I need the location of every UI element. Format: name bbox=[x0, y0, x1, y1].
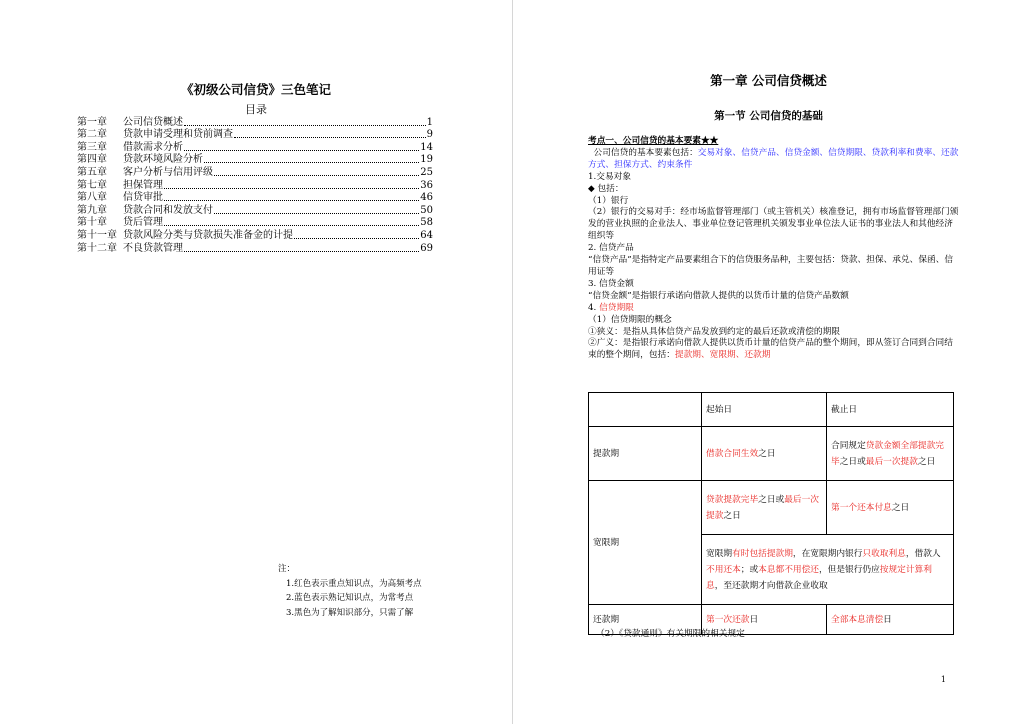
elements-intro: 公司信贷的基本要素包括： bbox=[593, 147, 698, 158]
toc-leader-dots bbox=[164, 188, 419, 189]
right-page bbox=[513, 0, 1024, 724]
section-heading: 第一节 公司信贷的基础 bbox=[714, 110, 823, 122]
toc-chapter-number: 第八章 bbox=[77, 192, 107, 204]
toc-entry[interactable] bbox=[77, 166, 433, 179]
line-9-num: 4. bbox=[588, 302, 600, 313]
toc-chapter-title: 公司信贷概述 bbox=[123, 116, 183, 128]
table-header-end: 截止日 bbox=[827, 393, 954, 427]
toc-chapter-number: 第九章 bbox=[77, 204, 107, 216]
cell-text-red: 最后一次提款 bbox=[865, 456, 918, 467]
toc-leader-dots bbox=[214, 213, 419, 214]
toc-entry[interactable] bbox=[77, 204, 433, 217]
line-6: “信贷产品”是指特定产品要素组合下的信贷服务品种，主要包括：贷款、担保、承兑、保函、信用证等 bbox=[588, 255, 954, 277]
toc-heading: 目录 bbox=[245, 103, 267, 116]
cell-text-red: 最后一次提款 bbox=[706, 494, 819, 521]
document-title: 《初级公司信贷》三色笔记 bbox=[180, 82, 331, 97]
toc-leader-dots bbox=[204, 162, 419, 163]
toc-page-number: 25 bbox=[420, 166, 433, 178]
toc-entry[interactable] bbox=[77, 179, 433, 192]
page-number: 1 bbox=[940, 675, 946, 684]
cell-text: ，但是银行仍应 bbox=[818, 564, 880, 575]
cell-text: ，在宽限期内银行 bbox=[792, 548, 863, 559]
toc-page-number: 58 bbox=[420, 217, 433, 229]
toc-leader-dots bbox=[184, 251, 419, 252]
period-table bbox=[588, 392, 954, 635]
toc-entry[interactable] bbox=[77, 116, 433, 129]
cell-drawdown-start bbox=[702, 427, 827, 481]
row-label-grace: 宽限期 bbox=[589, 481, 702, 605]
cell-text: 之日或 bbox=[758, 494, 785, 505]
toc-leader-dots bbox=[184, 150, 419, 151]
cell-repay-end bbox=[827, 605, 954, 635]
line-8: “信贷金额”是指银行承诺向借款人提供的以货币计量的信贷产品数额 bbox=[588, 290, 849, 301]
toc-chapter-number: 第四章 bbox=[77, 154, 107, 166]
line-5: 2. 信贷产品 bbox=[588, 243, 634, 254]
line-2: ◆ 包括： bbox=[588, 183, 624, 194]
toc-entry[interactable] bbox=[77, 129, 433, 142]
cell-text-red: 按规定计算利息 bbox=[706, 564, 932, 591]
cell-grace-note bbox=[702, 535, 954, 605]
toc-entry[interactable] bbox=[77, 192, 433, 205]
line-11: ①狭义：是指从具体信贷产品发放到约定的最后还款或清偿的期限 bbox=[588, 326, 840, 337]
toc-entry[interactable] bbox=[77, 154, 433, 167]
table-corner bbox=[589, 393, 702, 427]
toc-chapter-title: 贷款合同和发放支付 bbox=[123, 204, 213, 216]
legend-notes bbox=[278, 562, 422, 620]
notes-body bbox=[588, 136, 960, 362]
line-12: ②广义：是指银行承诺向借款人提供以货币计量的信贷产品的整个期间，即从签订合同到合同结束的整个期间，包括： bbox=[588, 338, 953, 361]
toc-chapter-title: 信贷审批 bbox=[123, 192, 163, 204]
row-label-drawdown: 提款期 bbox=[589, 427, 702, 481]
toc-entry[interactable] bbox=[77, 229, 433, 242]
chapter-heading: 第一章 公司信贷概述 bbox=[710, 73, 827, 88]
cell-text: 之日 bbox=[723, 510, 741, 521]
cell-text: ，至还款期才向借款企业收取 bbox=[714, 580, 828, 591]
notes-title: 注： bbox=[278, 564, 296, 574]
line-7: 3. 信贷金额 bbox=[588, 278, 634, 289]
toc-page-number: 1 bbox=[426, 116, 433, 128]
toc-chapter-number: 第二章 bbox=[77, 129, 107, 141]
cell-grace-end bbox=[827, 481, 954, 535]
toc-entry[interactable] bbox=[77, 217, 433, 230]
line-3: （1）银行 bbox=[588, 195, 629, 206]
cell-text-red: 有时包括提款期 bbox=[732, 548, 793, 559]
cell-text-red: 只收取利息 bbox=[862, 548, 906, 559]
toc-leader-dots bbox=[294, 238, 419, 239]
toc-entry[interactable] bbox=[77, 141, 433, 154]
toc-chapter-title: 担保管理 bbox=[123, 179, 163, 191]
cell-text-red: 不用还本 bbox=[706, 564, 741, 575]
cell-text-red: 借款合同生效 bbox=[706, 448, 759, 459]
note-item: 2.蓝色表示熟记知识点，为常考点 bbox=[286, 593, 414, 603]
toc-page-number: 9 bbox=[426, 129, 433, 141]
table-header-start: 起始日 bbox=[702, 393, 827, 427]
cell-text: 之日 bbox=[758, 448, 776, 459]
cell-grace-start bbox=[702, 481, 827, 535]
toc-leader-dots bbox=[164, 200, 419, 201]
cell-text: 之日或 bbox=[839, 456, 866, 467]
cell-text: 之日 bbox=[891, 502, 910, 513]
toc-chapter-title: 客户分析与信用评级 bbox=[123, 166, 213, 178]
line-12-red: 提款期、宽限期、还款期 bbox=[674, 350, 771, 361]
toc-chapter-number: 第十二章 bbox=[77, 242, 117, 254]
line-9-term: 信贷期限 bbox=[599, 302, 634, 313]
line-10: （1）信贷期限的概念 bbox=[588, 314, 672, 325]
toc-chapter-title: 借款需求分析 bbox=[123, 141, 183, 153]
table-of-contents bbox=[77, 116, 433, 255]
toc-chapter-number: 第三章 bbox=[77, 141, 107, 153]
toc-entry[interactable] bbox=[77, 242, 433, 255]
note-item: 1.红色表示重点知识点，为高频考点 bbox=[286, 578, 422, 589]
cell-text: 日 bbox=[749, 614, 759, 625]
toc-page-number: 50 bbox=[420, 204, 433, 216]
toc-page-number: 36 bbox=[420, 179, 433, 191]
cell-text-red: 第一次还款 bbox=[706, 614, 750, 625]
cell-text-red: 本息都不用偿还 bbox=[758, 564, 819, 575]
cell-text: ，借款人 bbox=[905, 548, 941, 559]
cell-text: 宽限期 bbox=[706, 548, 733, 559]
toc-leader-dots bbox=[214, 175, 419, 176]
toc-page-number: 19 bbox=[420, 154, 433, 166]
line-4: （2）银行的交易对手：经市场监督管理部门（或主管机关）核准登记，拥有市场监督管理部门颁发的营业执照的企业法人、事业单位登记管理机关颁发事业单位法人证书的事业法人和其他经济组织等 bbox=[588, 207, 959, 242]
cell-text: ；或 bbox=[740, 564, 759, 575]
cell-text-red: 贷款金额全部提款完毕 bbox=[831, 440, 944, 467]
cell-text: 合同规定 bbox=[831, 440, 866, 451]
toc-chapter-number: 第五章 bbox=[77, 166, 107, 178]
cell-text: 之日 bbox=[917, 456, 936, 467]
toc-page-number: 64 bbox=[420, 229, 433, 241]
toc-leader-dots bbox=[164, 225, 419, 226]
toc-chapter-number: 第十章 bbox=[77, 217, 107, 229]
cell-text-red: 第一个还本付息 bbox=[831, 502, 892, 513]
toc-chapter-number: 第一章 bbox=[77, 116, 107, 128]
toc-chapter-title: 贷款环境风险分析 bbox=[123, 154, 203, 166]
cell-drawdown-end bbox=[827, 427, 954, 481]
toc-chapter-title: 贷款申请受理和贷前调查 bbox=[123, 129, 233, 141]
toc-chapter-title: 贷后管理 bbox=[123, 217, 163, 229]
cell-text-red: 全部本息清偿 bbox=[831, 614, 884, 625]
elements-list: 交易对象、信贷产品、信贷金额、信贷期限、贷款利率和费率、还款方式、担保方式、约束条件 bbox=[588, 147, 959, 170]
toc-chapter-title: 贷款风险分类与贷款损失准备金的计提 bbox=[123, 229, 293, 241]
kaodian-heading: 考点一、公司信贷的基本要素★★ bbox=[588, 136, 719, 146]
note-item: 3.黑色为了解知识部分，只需了解 bbox=[286, 607, 414, 618]
toc-chapter-number: 第十一章 bbox=[77, 229, 117, 241]
line-1: 1.交易对象 bbox=[588, 171, 632, 182]
toc-page-number: 46 bbox=[420, 192, 433, 204]
toc-chapter-number: 第七章 bbox=[77, 179, 107, 191]
toc-page-number: 69 bbox=[420, 242, 433, 254]
toc-leader-dots bbox=[234, 137, 426, 138]
cell-text: 日 bbox=[883, 614, 892, 625]
toc-chapter-title: 不良贷款管理 bbox=[123, 242, 183, 254]
toc-leader-dots bbox=[184, 125, 426, 126]
toc-page-number: 14 bbox=[420, 141, 433, 153]
row-label-repay: 还款期 bbox=[589, 605, 702, 635]
cell-text-red: 贷款提款完毕 bbox=[706, 494, 759, 505]
trailing-line: （2）《贷款通则》有关期限的相关规定 bbox=[596, 629, 745, 639]
